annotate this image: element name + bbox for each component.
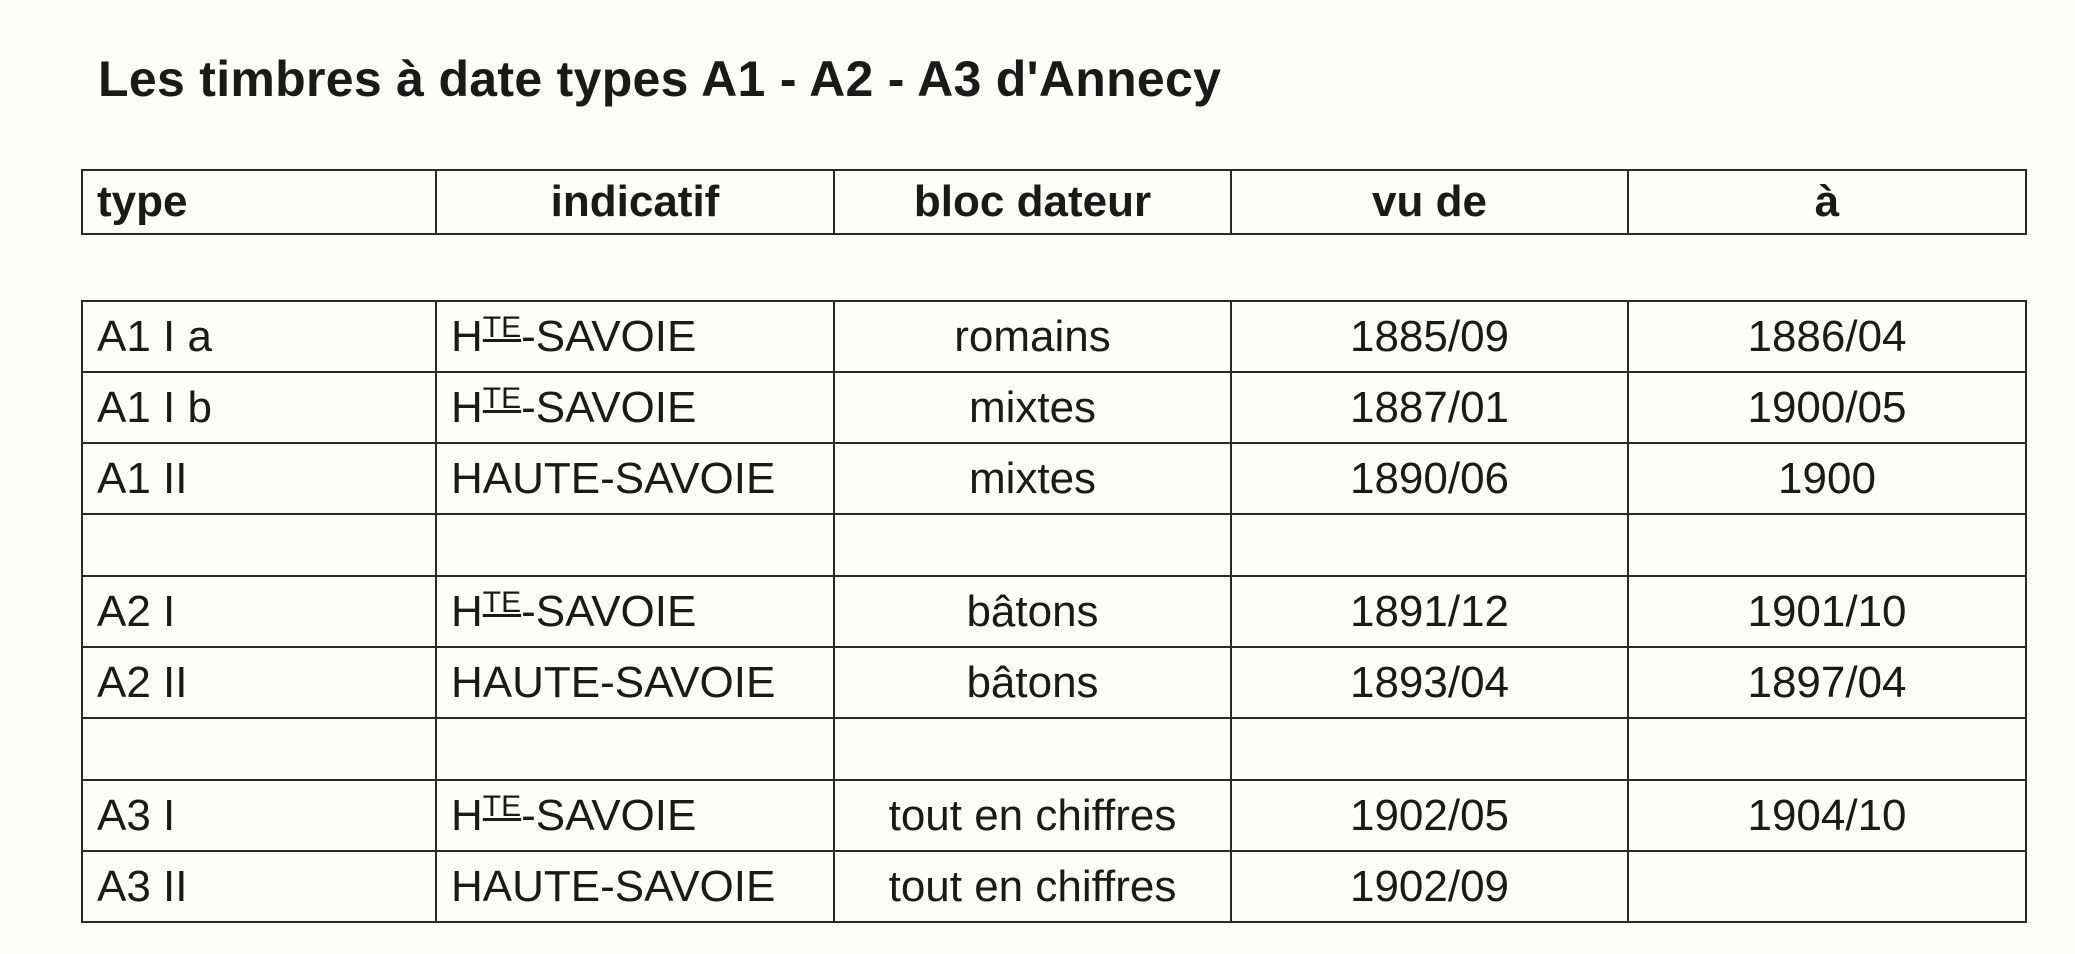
cell-bloc-dateur: bâtons — [834, 576, 1231, 647]
cell-indicatif — [436, 576, 834, 647]
cell-a: 1886/04 — [1628, 301, 2026, 372]
cell-bloc-dateur: tout en chiffres — [834, 780, 1231, 851]
cell-a: 1900 — [1628, 443, 2026, 514]
cell-vu-de: 1887/01 — [1231, 372, 1628, 443]
empty-cell — [1628, 514, 2026, 576]
empty-cell — [1231, 718, 1628, 780]
header-bloc-dateur: bloc dateur — [834, 170, 1231, 234]
cell-a: 1904/10 — [1628, 780, 2026, 851]
cell-bloc-dateur: bâtons — [834, 647, 1231, 718]
indicatif-prefix: H — [451, 382, 483, 432]
cell-type: A2 II — [82, 647, 436, 718]
empty-cell — [82, 718, 436, 780]
cell-bloc-dateur: mixtes — [834, 372, 1231, 443]
header-indicatif: indicatif — [436, 170, 834, 234]
spacer-row — [82, 514, 2026, 576]
indicatif-full: HAUTE-SAVOIE — [451, 861, 776, 911]
table-row — [82, 647, 2026, 718]
indicatif-suffix: -SAVOIE — [521, 382, 697, 432]
data-table — [81, 300, 2027, 923]
cell-indicatif — [436, 780, 834, 851]
empty-cell — [82, 514, 436, 576]
indicatif-prefix: H — [451, 586, 483, 636]
cell-indicatif — [436, 647, 834, 718]
cell-type: A3 II — [82, 851, 436, 922]
indicatif-suffix: -SAVOIE — [521, 790, 697, 840]
indicatif-full: HAUTE-SAVOIE — [451, 453, 776, 503]
indicatif-full: HAUTE-SAVOIE — [451, 657, 776, 707]
empty-cell — [436, 718, 834, 780]
cell-vu-de: 1885/09 — [1231, 301, 1628, 372]
document-title: Les timbres à date types A1 - A2 - A3 d'Annecy — [98, 51, 1222, 107]
indicatif-superscript: TE — [482, 381, 522, 415]
cell-a: 1897/04 — [1628, 647, 2026, 718]
indicatif-superscript: TE — [482, 789, 522, 823]
empty-cell — [834, 718, 1231, 780]
indicatif-prefix: H — [451, 311, 483, 361]
indicatif-suffix: -SAVOIE — [521, 311, 697, 361]
cell-vu-de: 1891/12 — [1231, 576, 1628, 647]
indicatif-suffix: -SAVOIE — [521, 586, 697, 636]
cell-indicatif — [436, 372, 834, 443]
header-vu-de: vu de — [1231, 170, 1628, 234]
cell-vu-de: 1902/09 — [1231, 851, 1628, 922]
table-row — [82, 851, 2026, 922]
cell-bloc-dateur: romains — [834, 301, 1231, 372]
cell-vu-de: 1890/06 — [1231, 443, 1628, 514]
cell-type: A1 II — [82, 443, 436, 514]
cell-type: A1 I b — [82, 372, 436, 443]
empty-cell — [1628, 718, 2026, 780]
empty-cell — [1231, 514, 1628, 576]
cell-a: 1901/10 — [1628, 576, 2026, 647]
empty-cell — [834, 514, 1231, 576]
header-table — [81, 169, 2027, 235]
indicatif-superscript: TE — [482, 585, 522, 619]
table-row — [82, 443, 2026, 514]
indicatif-superscript: TE — [482, 310, 522, 344]
cell-vu-de: 1893/04 — [1231, 647, 1628, 718]
cell-bloc-dateur: mixtes — [834, 443, 1231, 514]
cell-a: 1900/05 — [1628, 372, 2026, 443]
header-type: type — [82, 170, 436, 234]
table-row — [82, 372, 2026, 443]
cell-a — [1628, 851, 2026, 922]
cell-type: A1 I a — [82, 301, 436, 372]
cell-indicatif — [436, 443, 834, 514]
cell-bloc-dateur: tout en chiffres — [834, 851, 1231, 922]
table-row — [82, 301, 2026, 372]
cell-indicatif — [436, 301, 834, 372]
cell-indicatif — [436, 851, 834, 922]
header-a: à — [1628, 170, 2026, 234]
header-row — [82, 170, 2026, 234]
cell-vu-de: 1902/05 — [1231, 780, 1628, 851]
cell-type: A3 I — [82, 780, 436, 851]
table-row — [82, 576, 2026, 647]
table-row — [82, 780, 2026, 851]
indicatif-prefix: H — [451, 790, 483, 840]
cell-type: A2 I — [82, 576, 436, 647]
spacer-row — [82, 718, 2026, 780]
empty-cell — [436, 514, 834, 576]
